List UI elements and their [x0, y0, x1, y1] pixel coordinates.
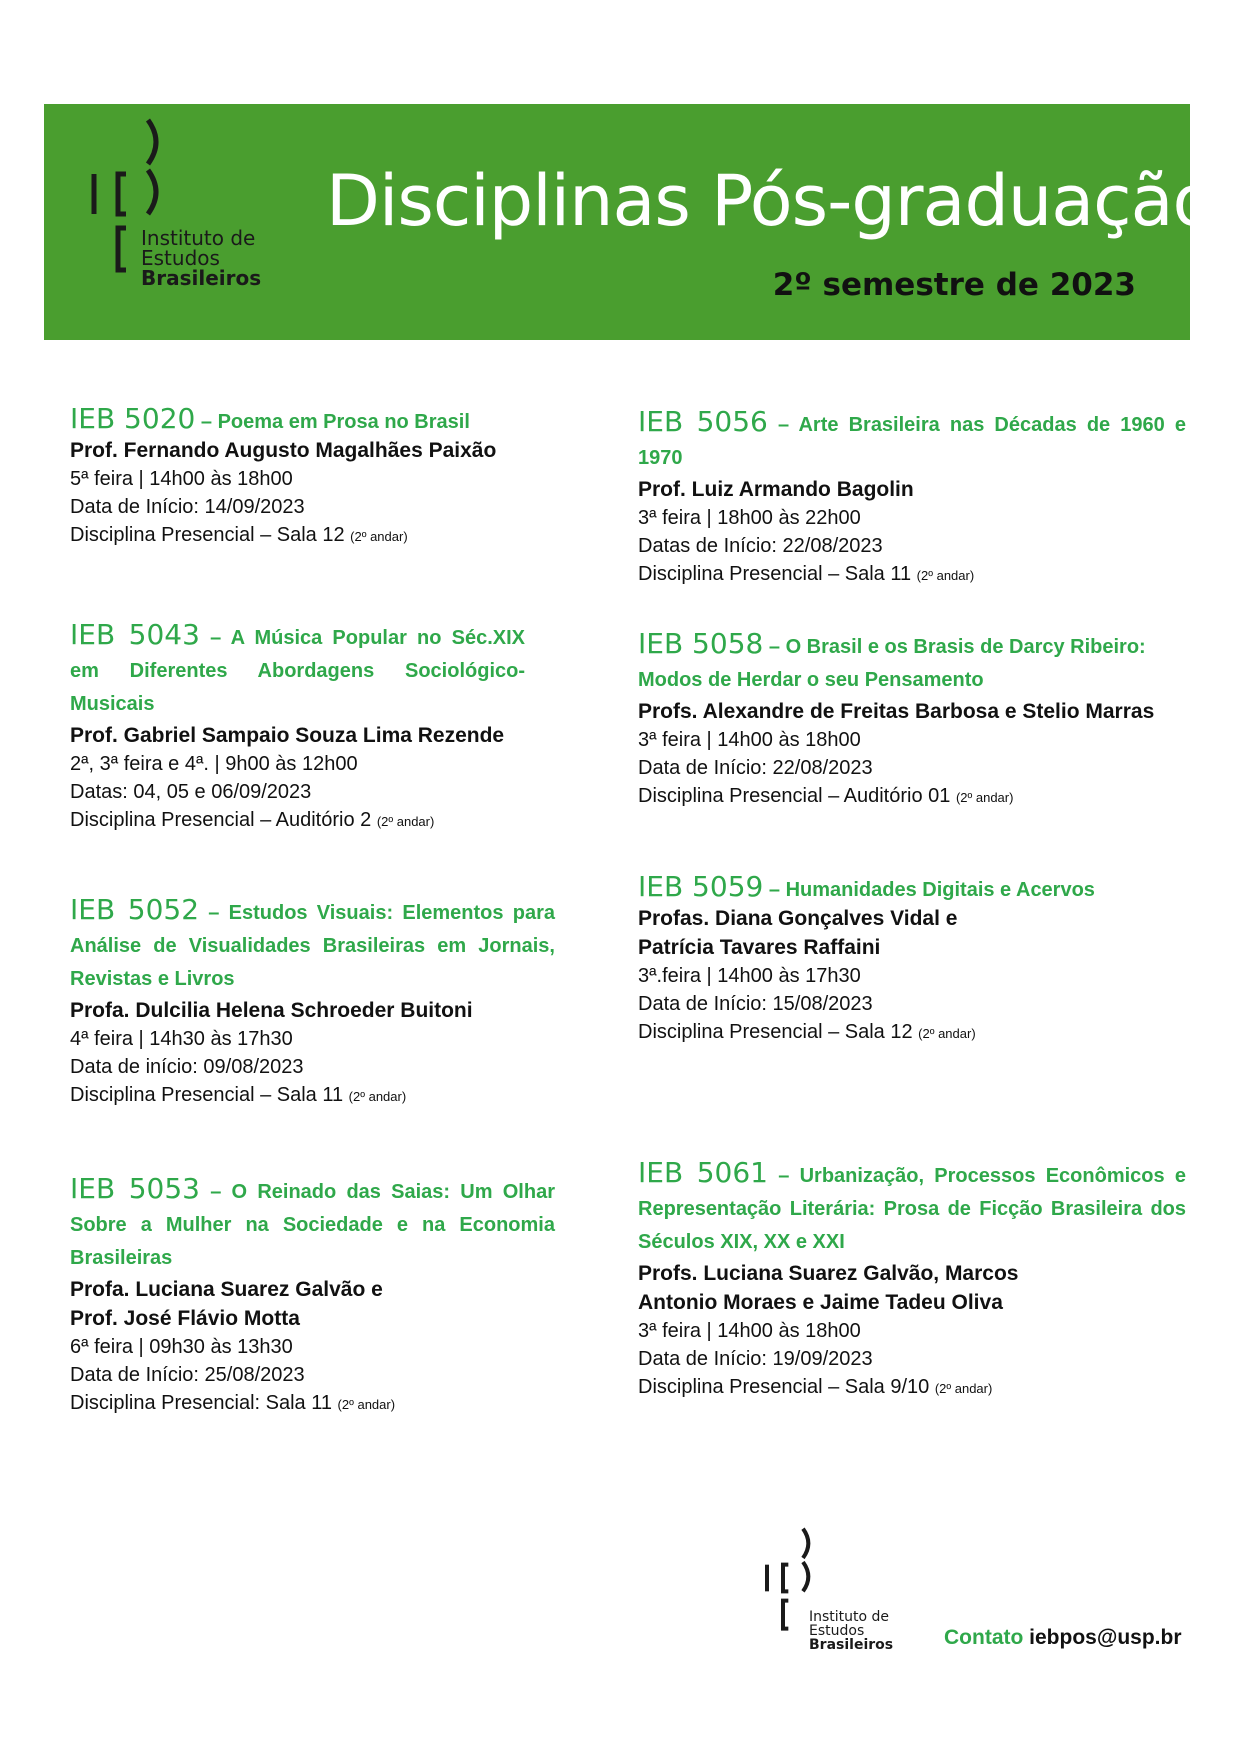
course-room: Disciplina Presencial – Sala 11 (2º andar)	[70, 1084, 407, 1106]
course-name: – O Reinado das Saias: Um Olhar Sobre a Mulher na Sociedade e na Economia Brasileiras	[70, 1181, 555, 1269]
course-title	[70, 893, 555, 996]
course-room: Disciplina Presencial: Sala 11 (2º andar)	[70, 1392, 396, 1414]
course-block	[638, 1156, 1186, 1403]
header-banner	[44, 104, 1215, 340]
course-start: Data de Início: 15/08/2023	[638, 993, 873, 1015]
course-room: Disciplina Presencial – Sala 9/10 (2º andar)	[638, 1376, 993, 1398]
course-name: – Estudos Visuais: Elementos para Análise de Visualidades Brasileiras em Jornais, Revistas e Livros	[70, 902, 555, 990]
course-start: Datas de Início: 22/08/2023	[638, 535, 883, 557]
course-prof: Prof. José Flávio Motta	[70, 1307, 300, 1330]
course-prof: Prof. Fernando Augusto Magalhães Paixão	[70, 439, 497, 462]
logo-line-1: Instituto de	[141, 226, 256, 250]
course-room: Disciplina Presencial – Sala 12 (2º andar)	[70, 524, 408, 546]
contact-email[interactable]: iebpos@usp.br	[1029, 1626, 1182, 1649]
course-name: – Poema em Prosa no Brasil	[195, 411, 470, 433]
logo-text	[141, 228, 261, 288]
course-block	[638, 870, 1186, 1048]
course-schedule: 6ª feira | 09h30 às 13h30	[70, 1336, 293, 1358]
course-schedule: 3ª feira | 14h00 às 18h00	[638, 729, 861, 751]
course-code: IEB 5020	[70, 402, 196, 435]
course-prof: Profs. Alexandre de Freitas Barbosa e Stelio Marras	[638, 700, 1155, 723]
course-start: Data de Início: 22/08/2023	[638, 757, 873, 779]
page-title: Disciplinas Pós-graduação	[326, 160, 1215, 242]
course-schedule: 3ª feira | 14h00 às 18h00	[638, 1320, 861, 1342]
course-room: Disciplina Presencial – Sala 11 (2º andar)	[638, 563, 975, 585]
course-prof: Profa. Dulcilia Helena Schroeder Buitoni	[70, 999, 473, 1022]
footer-logo-line-3: Brasileiros	[809, 1637, 894, 1653]
course-name: – Arte Brasileira nas Décadas de 1960 e 1970	[638, 414, 1186, 469]
course-title	[70, 1172, 555, 1275]
course-block	[70, 893, 555, 1111]
course-code: IEB 5043	[70, 618, 200, 651]
course-code: IEB 5059	[638, 870, 764, 903]
course-code: IEB 5053	[70, 1172, 200, 1205]
course-start: Data de Início: 19/09/2023	[638, 1348, 873, 1370]
course-schedule: 2ª, 3ª feira e 4ª. | 9h00 às 12h00	[70, 753, 358, 775]
course-prof: Profa. Luciana Suarez Galvão e	[70, 1278, 383, 1301]
course-block	[638, 405, 1186, 590]
contact	[944, 1626, 1182, 1650]
course-room: Disciplina Presencial – Auditório 01 (2º andar)	[638, 785, 1014, 807]
course-floor: (2º andar)	[918, 1026, 976, 1041]
course-name: – O Brasil e os Brasis de Darcy Ribeiro: Modos de Herdar o seu Pensamento	[638, 636, 1146, 691]
course-floor: (2º andar)	[337, 1397, 396, 1412]
course-floor: (2º andar)	[350, 529, 408, 544]
contact-label: Contato	[944, 1626, 1024, 1649]
course-schedule: 4ª feira | 14h30 às 17h30	[70, 1028, 293, 1050]
course-floor: (2º andar)	[376, 814, 435, 829]
course-schedule: 3ª feira | 18h00 às 22h00	[638, 507, 861, 529]
footer-logo-line-1: Instituto de	[809, 1609, 890, 1625]
course-name: – Humanidades Digitais e Acervos	[763, 879, 1095, 901]
course-title	[638, 870, 1186, 904]
course-start: Data de Início: 14/09/2023	[70, 496, 305, 518]
footer-logo-line-2: Estudos	[809, 1623, 865, 1639]
course-prof: Antonio Moraes e Jaime Tadeu Oliva	[638, 1291, 1003, 1314]
course-title	[638, 627, 1186, 697]
course-schedule: 5ª feira | 14h00 às 18h00	[70, 468, 293, 490]
course-prof: Prof. Luiz Armando Bagolin	[638, 478, 914, 501]
course-floor: (2º andar)	[934, 1381, 993, 1396]
course-block	[70, 402, 525, 551]
page-subtitle: 2º semestre de 2023	[772, 267, 1136, 303]
footer-logo-text	[809, 1610, 893, 1652]
course-code: IEB 5061	[638, 1156, 768, 1189]
course-block	[70, 1172, 555, 1419]
course-name: – A Música Popular no Séc.XIX em Diferentes Abordagens Sociológico-Musicais	[70, 627, 525, 715]
course-floor: (2º andar)	[955, 790, 1014, 805]
course-schedule: 3ª.feira | 14h00 às 17h30	[638, 965, 861, 987]
logo-line-2: Estudos	[141, 246, 220, 270]
course-prof: Profs. Luciana Suarez Galvão, Marcos	[638, 1262, 1019, 1285]
course-start: Data de início: 09/08/2023	[70, 1056, 304, 1078]
logo-line-3: Brasileiros	[141, 266, 262, 290]
course-block	[70, 618, 525, 836]
course-room: Disciplina Presencial – Sala 12 (2º andar)	[638, 1021, 976, 1043]
course-prof: Prof. Gabriel Sampaio Souza Lima Rezende	[70, 724, 505, 747]
course-start: Data de Início: 25/08/2023	[70, 1364, 305, 1386]
course-title	[70, 618, 525, 721]
course-name: – Urbanização, Processos Econômicos e Representação Literária: Prosa de Ficção Brasileira dos Séculos XIX, XX e XXI	[638, 1165, 1186, 1253]
course-title	[638, 405, 1186, 475]
course-prof: Patrícia Tavares Raffaini	[638, 936, 881, 959]
course-code: IEB 5056	[638, 405, 768, 438]
course-floor: (2º andar)	[916, 568, 975, 583]
course-start: Datas: 04, 05 e 06/09/2023	[70, 781, 312, 803]
course-room: Disciplina Presencial – Auditório 2 (2º andar)	[70, 809, 435, 831]
course-prof: Profas. Diana Gonçalves Vidal e	[638, 907, 958, 930]
course-code: IEB 5052	[70, 893, 200, 926]
course-code: IEB 5058	[638, 627, 764, 660]
course-block	[638, 627, 1186, 812]
course-title	[638, 1156, 1186, 1259]
course-title	[70, 402, 525, 436]
course-floor: (2º andar)	[348, 1089, 407, 1104]
